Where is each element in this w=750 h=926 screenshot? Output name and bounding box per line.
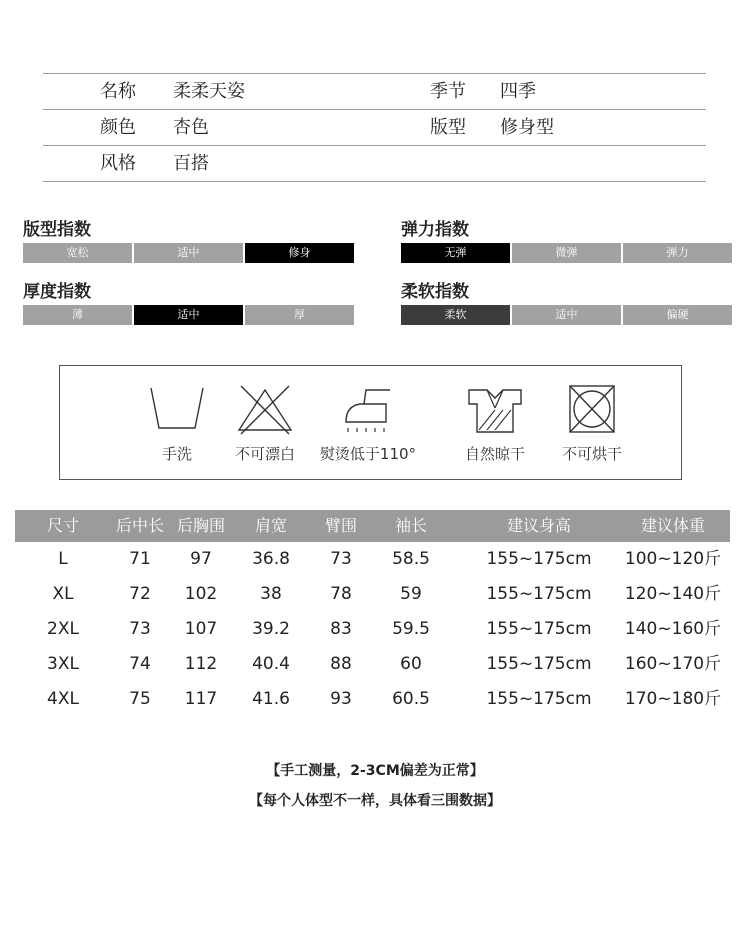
table-cell: 155~175cm — [486, 619, 592, 639]
table-row — [15, 682, 730, 717]
info-value: 修身型 — [500, 117, 554, 138]
care-label: 不可烘干 — [561, 445, 622, 463]
table-cell: 38 — [260, 584, 282, 604]
info-row — [43, 73, 706, 109]
table-cell: 117 — [184, 689, 218, 709]
fit-index-bar — [23, 243, 355, 263]
column-header: 建议身高 — [506, 516, 572, 535]
no-bleach-icon — [235, 384, 295, 436]
table-cell: 140~160斤 — [624, 619, 722, 639]
elastic-option: 微弹 — [512, 243, 621, 263]
table-cell: 3XL — [47, 654, 79, 674]
table-row — [15, 577, 730, 612]
info-key: 名称 — [100, 81, 136, 102]
body-type-note: 【每个人体型不一样，具体看三围数据】 — [249, 793, 501, 809]
table-cell: 170~180斤 — [624, 689, 722, 709]
table-cell: 72 — [129, 584, 151, 604]
table-cell: 155~175cm — [486, 654, 592, 674]
column-header: 肩宽 — [254, 516, 288, 535]
table-cell: 160~170斤 — [624, 654, 722, 674]
table-cell: XL — [52, 584, 74, 604]
care-item-no-tumble-dry — [537, 384, 647, 464]
table-cell: 112 — [184, 654, 218, 674]
table-cell: 78 — [330, 584, 352, 604]
size-table — [15, 510, 730, 717]
softness-option: 偏硬 — [623, 305, 732, 325]
elastic-option: 弹力 — [623, 243, 732, 263]
table-row — [15, 542, 730, 577]
softness-index — [401, 281, 733, 325]
table-cell: 60.5 — [392, 689, 430, 709]
table-cell: 60 — [400, 654, 422, 674]
fit-index — [23, 219, 355, 263]
care-item-iron — [313, 384, 423, 464]
column-header: 袖长 — [394, 516, 428, 535]
column-header: 后中长 — [115, 516, 165, 535]
table-cell: 41.6 — [252, 689, 290, 709]
table-cell: 39.2 — [252, 619, 290, 639]
softness-index-bar — [401, 305, 733, 325]
care-item-no-bleach — [210, 384, 320, 464]
table-cell: 100~120斤 — [624, 549, 722, 569]
info-row — [43, 109, 706, 145]
table-cell: 107 — [184, 619, 218, 639]
column-header: 臂围 — [324, 516, 358, 535]
no-tumble-dry-icon — [562, 384, 622, 436]
thickness-index-bar — [23, 305, 355, 325]
fit-index-title: 版型指数 — [23, 220, 91, 240]
care-label: 手洗 — [161, 445, 192, 463]
table-cell: 97 — [190, 549, 212, 569]
table-cell: 155~175cm — [486, 584, 592, 604]
table-cell: 2XL — [47, 619, 79, 639]
table-cell: 120~140斤 — [624, 584, 722, 604]
table-cell: 88 — [330, 654, 352, 674]
size-table-header — [15, 510, 730, 542]
table-row — [15, 612, 730, 647]
elastic-index-bar — [401, 243, 733, 263]
shade-dry-icon — [465, 384, 525, 436]
table-cell: 102 — [184, 584, 218, 604]
info-value: 百搭 — [173, 153, 209, 174]
product-info-table — [43, 73, 706, 182]
table-cell: 73 — [129, 619, 151, 639]
size-table-body — [15, 542, 730, 717]
table-cell: 83 — [330, 619, 352, 639]
softness-option-selected: 柔软 — [401, 305, 510, 325]
measurement-note: 【手工测量，2-3CM偏差为正常】 — [266, 763, 484, 779]
table-row — [15, 647, 730, 682]
care-label: 自然晾干 — [464, 445, 525, 463]
column-header: 建议体重 — [640, 516, 706, 535]
softness-option: 适中 — [512, 305, 621, 325]
table-cell: 59.5 — [392, 619, 430, 639]
care-label: 熨烫低于110° — [319, 445, 417, 463]
info-value: 杏色 — [173, 117, 209, 138]
elastic-index — [401, 219, 733, 263]
care-item-shade-dry — [440, 384, 550, 464]
care-label: 不可漂白 — [234, 445, 295, 463]
info-key: 风格 — [100, 153, 136, 174]
column-header: 尺寸 — [46, 516, 80, 535]
info-value: 四季 — [500, 81, 536, 102]
fit-option-selected: 修身 — [245, 243, 354, 263]
table-cell: 71 — [129, 549, 151, 569]
care-instructions-box — [59, 365, 682, 480]
hand-wash-icon — [147, 384, 207, 436]
table-cell: 40.4 — [252, 654, 290, 674]
table-cell: 75 — [129, 689, 151, 709]
iron-icon — [338, 384, 398, 436]
thickness-option: 厚 — [245, 305, 354, 325]
table-cell: 59 — [400, 584, 422, 604]
softness-index-title: 柔软指数 — [401, 282, 469, 302]
fit-option: 宽松 — [23, 243, 132, 263]
table-cell: 74 — [129, 654, 151, 674]
info-value: 柔柔天姿 — [173, 81, 245, 102]
info-key: 颜色 — [100, 117, 136, 138]
thickness-option: 薄 — [23, 305, 132, 325]
table-cell: 93 — [330, 689, 352, 709]
info-key: 版型 — [430, 117, 466, 138]
table-cell: 4XL — [47, 689, 79, 709]
column-header: 后胸围 — [176, 516, 226, 535]
info-key: 季节 — [430, 81, 466, 102]
thickness-index-title: 厚度指数 — [23, 282, 91, 302]
table-cell: L — [58, 549, 68, 569]
elastic-index-title: 弹力指数 — [401, 220, 469, 240]
fit-option: 适中 — [134, 243, 243, 263]
thickness-index — [23, 281, 355, 325]
table-cell: 155~175cm — [486, 549, 592, 569]
thickness-option-selected: 适中 — [134, 305, 243, 325]
table-cell: 58.5 — [392, 549, 430, 569]
table-cell: 155~175cm — [486, 689, 592, 709]
elastic-option-selected: 无弹 — [401, 243, 510, 263]
table-cell: 36.8 — [252, 549, 290, 569]
table-cell: 73 — [330, 549, 352, 569]
info-row — [43, 145, 706, 182]
